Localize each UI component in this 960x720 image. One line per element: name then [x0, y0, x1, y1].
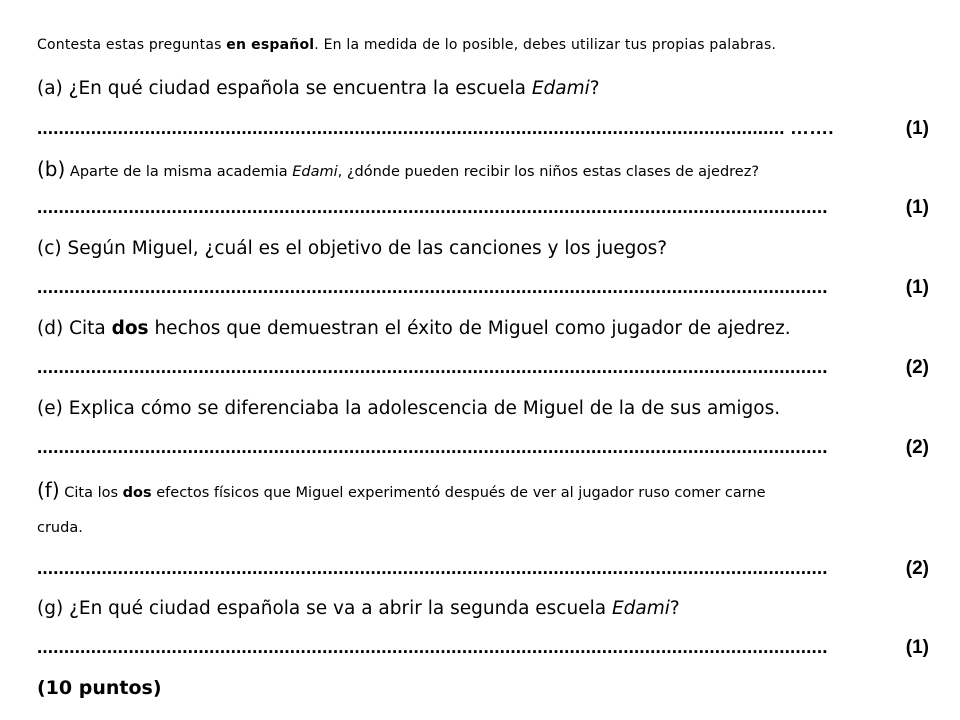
answer-dots: ................................................................................................................................................... [37, 637, 828, 658]
question-text-end: ? [669, 598, 680, 619]
instructions-text: Contesta estas preguntas [37, 37, 227, 53]
answer-line-b[interactable] [37, 196, 929, 220]
question-bold: dos [122, 485, 152, 501]
question-italic: Edami [531, 78, 590, 99]
total-points: (10 puntos) [37, 677, 162, 699]
question-text: Aparte de la misma academia [65, 164, 293, 180]
question-g [37, 598, 680, 619]
marks-d: (2) [905, 357, 929, 378]
marks-b: (1) [905, 197, 929, 218]
answer-dots: ................................................................................................................................................... [37, 437, 828, 458]
answer-line-g[interactable] [37, 636, 929, 660]
question-text-end: , ¿dónde pueden recibir los niños estas clases de ajedrez? [337, 164, 760, 180]
question-label: (b) [37, 157, 66, 181]
question-text-end: hechos que demuestran el éxito de Miguel como jugador de ajedrez. [148, 318, 791, 339]
question-b [37, 157, 759, 181]
question-text: Explica cómo se diferenciaba la adolescencia de Miguel de la de sus amigos. [62, 398, 781, 419]
instructions-bold: en español [226, 37, 315, 53]
question-e [37, 398, 780, 419]
question-d [37, 318, 791, 339]
question-label: (g) [37, 598, 64, 619]
question-c [37, 238, 667, 259]
answer-dots: ................................................................................................................................................... [37, 558, 828, 579]
question-label: (e) [37, 398, 63, 419]
marks-a: (1) [905, 118, 929, 139]
question-italic: Edami [611, 598, 670, 619]
question-italic: Edami [292, 164, 338, 180]
question-text: Cita los [59, 485, 123, 501]
marks-e: (2) [905, 437, 929, 458]
question-text: Según Miguel, ¿cuál es el objetivo de las canciones y los juegos? [61, 238, 668, 259]
answer-dots: ................................................................................................................................................... [37, 197, 828, 218]
question-bold: dos [111, 318, 149, 339]
question-label: (d) [37, 318, 64, 339]
question-label: (a) [37, 78, 63, 99]
question-text-end: efectos físicos que Miguel experimentó después de ver al jugador ruso comer carne [151, 485, 766, 501]
instructions-text-end: . En la medida de lo posible, debes utilizar tus propias palabras. [314, 37, 777, 53]
question-text-end: ? [589, 78, 600, 99]
answer-line-c[interactable] [37, 276, 929, 300]
answer-dots: ................................................................................................................................................... [37, 357, 828, 378]
answer-line-d[interactable] [37, 356, 929, 380]
answer-line-a[interactable] [37, 117, 929, 141]
question-text: Cita [63, 318, 112, 339]
marks-f: (2) [905, 558, 929, 579]
question-f-continued: cruda. [37, 520, 83, 536]
marks-g: (1) [905, 637, 929, 658]
question-f [37, 478, 766, 502]
question-label: (f) [37, 478, 60, 502]
instructions [37, 37, 776, 53]
question-text: ¿En qué ciudad española se va a abrir la segunda escuela [63, 598, 612, 619]
answer-dots: ........................................................................................................................................... ……. [37, 118, 834, 139]
question-a [37, 78, 600, 99]
answer-dots: ................................................................................................................................................... [37, 277, 828, 298]
question-text: ¿En qué ciudad española se encuentra la escuela [62, 78, 532, 99]
answer-line-f[interactable] [37, 557, 929, 581]
question-label: (c) [37, 238, 62, 259]
answer-line-e[interactable] [37, 436, 929, 460]
marks-c: (1) [905, 277, 929, 298]
